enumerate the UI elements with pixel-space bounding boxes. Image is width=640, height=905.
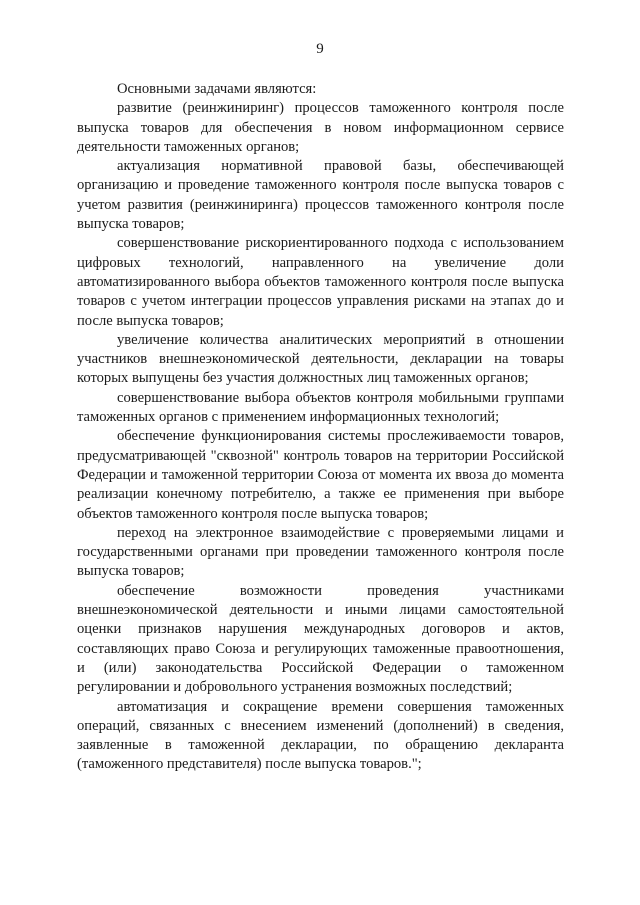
task-paragraph: переход на электронное взаимодействие с проверяемыми лицами и государственными органами при проведении таможенного контроля после выпуска товаров; [77, 524, 564, 580]
task-paragraph: увеличение количества аналитических мероприятий в отношении участников внешнеэкономической деятельности, декларации на товары которых выпущены без участия должностных лиц таможенных органов; [77, 331, 564, 387]
task-paragraph: автоматизация и сокращение времени совершения таможенных операций, связанных с внесением изменений (дополнений) в сведения, заявленные в таможенной декларации, по обращению декларанта (таможенного представителя) после выпуска товаров."; [77, 698, 564, 773]
task-paragraph: обеспечение возможности проведения участниками внешнеэкономической деятельности и иными лицами самостоятельной оценки признаков нарушения международных договоров и актов, составляющих право Союза и регулирующих таможенные правоотношения, и (или) законодательства Российской Федерации о таможенном регулировании и добровольного устранения возможных последствий; [77, 582, 564, 696]
document-body [77, 80, 564, 775]
task-paragraph: развитие (реинжиниринг) процессов таможенного контроля после выпуска товаров для обеспечения в новом информационном сервисе деятельности таможенных органов; [77, 100, 564, 155]
page-number: 9 [316, 41, 324, 57]
task-paragraph: обеспечение функционирования системы прослеживаемости товаров, предусматривающей "сквозной" контроль товаров на территории Российской Федерации и таможенной территории Союза от момента их ввоза до момента реализации конечному потребителю, а также ее применения при выборе объектов таможенного контроля после выпуска товаров; [77, 428, 564, 522]
intro-paragraph: Основными задачами являются: [117, 81, 317, 97]
task-paragraph: совершенствование рискориентированного подхода с использованием цифровых технологий, направленного на увеличение доли автоматизированного выбора объектов таможенного контроля после выпуска товаров с учетом интеграции процессов управления рисками на этапах до и после выпуска товаров; [77, 235, 564, 329]
task-paragraph: совершенствование выбора объектов контроля мобильными группами таможенных органов с применением информационных технологий; [77, 389, 564, 426]
task-paragraph: актуализация нормативной правовой базы, обеспечивающей организацию и проведение таможенного контроля после выпуска товаров с учетом развития (реинжиниринга) процессов таможенного контроля после выпуска товаров; [77, 158, 564, 233]
